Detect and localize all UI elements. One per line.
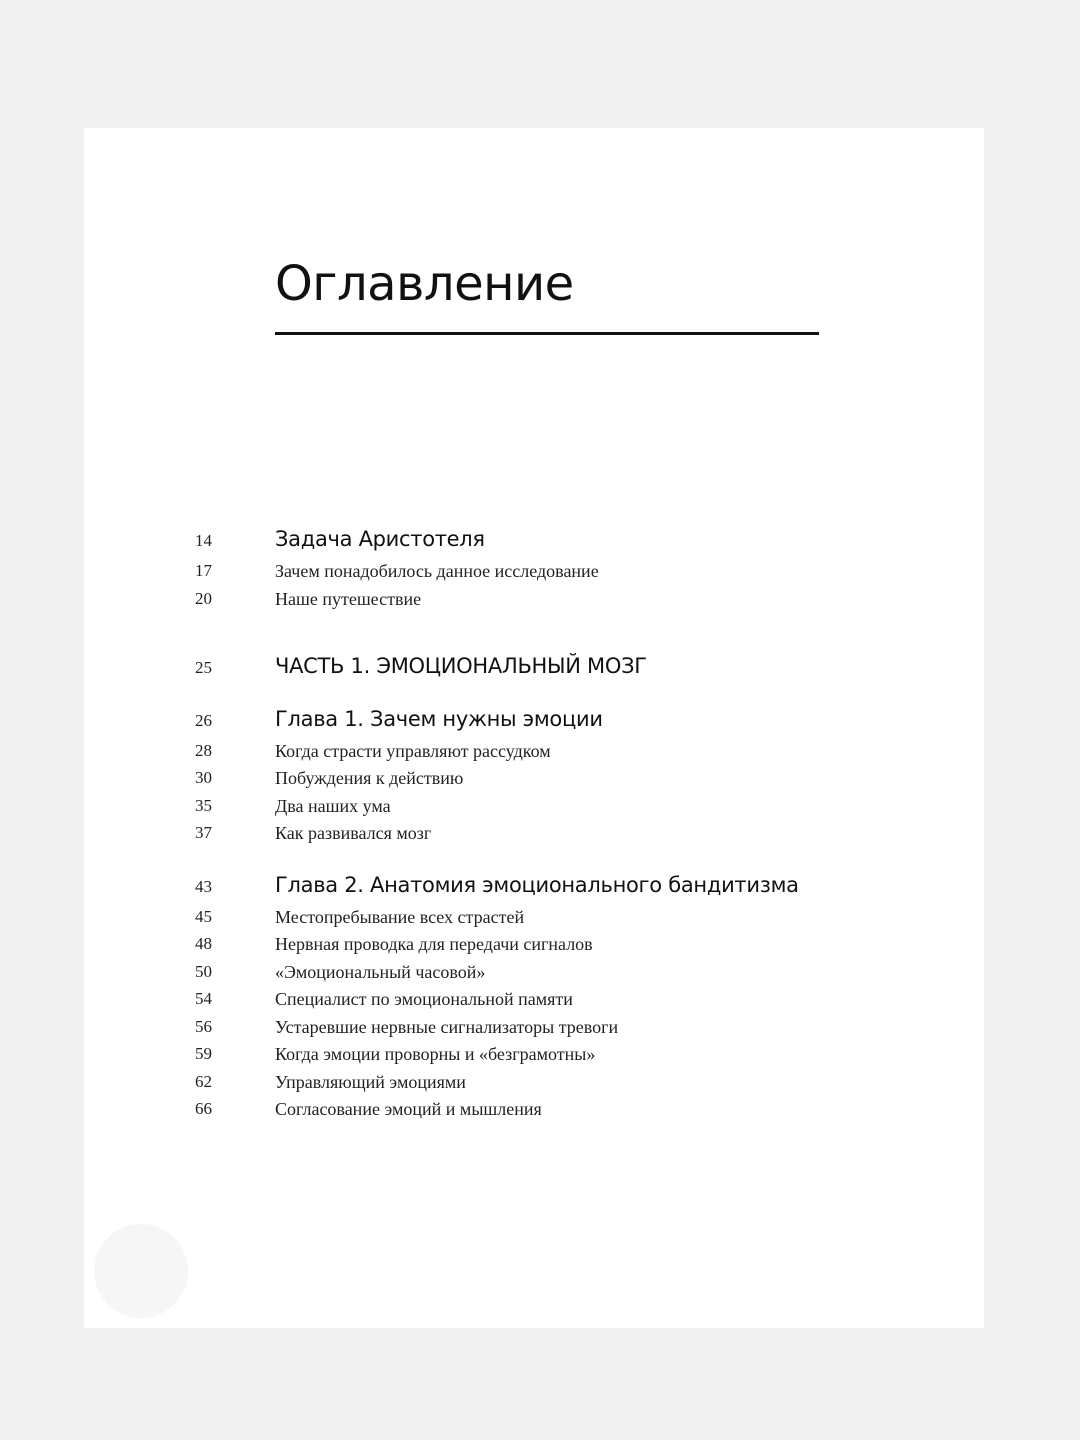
toc-entry[interactable] [84,1095,984,1123]
toc-entry-label: Глава 2. Анатомия эмоционального бандитизма [275,873,799,897]
toc-entry-label: Специалист по эмоциональной памяти [275,989,573,1009]
toc-page-number: 50 [195,962,212,981]
toc-entry[interactable] [84,792,984,820]
toc-entry-label: Как развивался мозг [275,823,432,843]
toc-entry[interactable] [84,903,984,931]
toc-page-number: 37 [195,823,212,842]
toc-entry-label: Устаревшие нервные сигнализаторы тревоги [275,1017,619,1037]
toc-entry[interactable] [84,871,984,899]
toc-entry[interactable] [84,985,984,1013]
toc-entry-label: Местопребывание всех страстей [275,907,525,927]
toc-page-number: 35 [195,796,212,815]
toc-entry-label: Управляющий эмоциями [275,1072,466,1092]
toc-page-number: 17 [195,561,212,580]
toc-entry-label: ЧАСТЬ 1. ЭМОЦИОНАЛЬНЫЙ МОЗГ [275,654,647,678]
toc-page-number: 26 [195,711,212,730]
toc-page-number: 45 [195,907,212,926]
toc-entry[interactable] [84,1068,984,1096]
toc-page-number: 30 [195,768,212,787]
corner-shadow-decoration [94,1224,188,1318]
toc-entry[interactable] [84,930,984,958]
toc-entry-label: Когда страсти управляют рассудком [275,741,551,761]
toc-page-number: 48 [195,934,212,953]
toc-page-number: 62 [195,1072,212,1091]
toc-page-number: 25 [195,658,212,677]
book-page [84,128,984,1328]
toc-entry[interactable] [84,1013,984,1041]
toc-entry[interactable] [84,585,984,613]
toc-page-number: 59 [195,1044,212,1063]
toc-page-number: 20 [195,589,212,608]
toc-entry-label: Согласование эмоций и мышления [275,1099,542,1119]
toc-entry[interactable] [84,705,984,733]
toc-entry-label: «Эмоциональный часовой» [275,962,486,982]
toc-page-number: 43 [195,877,212,896]
page-title: Оглавление [275,256,574,312]
toc-entry[interactable] [84,764,984,792]
toc-entry[interactable] [84,737,984,765]
toc-entry-label: Задача Аристотеля [275,527,485,551]
toc-entry-label: Нервная проводка для передачи сигналов [275,934,593,954]
table-of-contents [84,128,984,1328]
toc-page-number: 66 [195,1099,212,1118]
toc-page-number: 28 [195,741,212,760]
toc-entry-label: Побуждения к действию [275,768,464,788]
toc-entry-label: Наше путешествие [275,589,422,609]
toc-entry[interactable] [84,958,984,986]
toc-entry[interactable] [84,557,984,585]
toc-entry-label: Глава 1. Зачем нужны эмоции [275,707,603,731]
toc-entry-label: Зачем понадобилось данное исследование [275,561,599,581]
toc-entry-part[interactable] [84,652,984,680]
toc-entry[interactable] [84,1040,984,1068]
toc-entry[interactable] [84,819,984,847]
toc-entry[interactable] [84,525,984,553]
toc-page-number: 56 [195,1017,212,1036]
toc-page-number: 14 [195,531,212,550]
toc-entry-label: Два наших ума [275,796,391,816]
toc-entry-label: Когда эмоции проворны и «безграмотны» [275,1044,596,1064]
toc-page-number: 54 [195,989,212,1008]
